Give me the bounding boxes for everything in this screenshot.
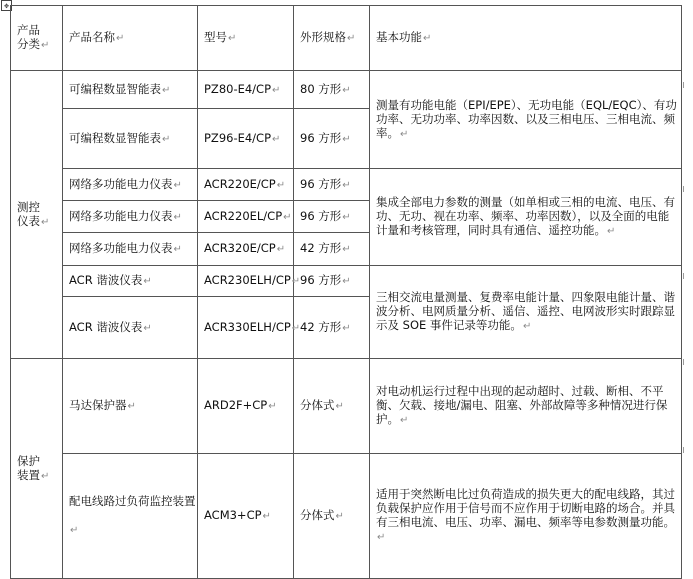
cell-end-mark: ↵ xyxy=(272,133,281,145)
model-cell[interactable] xyxy=(198,359,294,454)
function-text: 集成全部电力参数的测量（如单相或三相的电流、电压、有功、无功、视在功率、频率、功率因数），以及全面的电能计量和考核管理，同时具有通信、遥控功能。 xyxy=(376,195,675,237)
cell-end-mark: ↵ xyxy=(522,321,532,332)
spec-cell[interactable] xyxy=(294,169,370,201)
spec-value: 96 方形 xyxy=(300,208,342,223)
product-name-cell[interactable] xyxy=(63,359,198,454)
cell-end-mark: ↵ xyxy=(342,276,351,287)
cell-end-mark: ↵ xyxy=(228,33,237,44)
function-cell[interactable] xyxy=(370,71,682,169)
header-function: 基本功能 xyxy=(376,30,422,44)
spec-value: 80 方形 xyxy=(300,81,342,96)
header-category-cell[interactable] xyxy=(11,6,63,71)
row-end-marker xyxy=(683,359,684,365)
table-row xyxy=(11,359,682,454)
category-cell-measure[interactable] xyxy=(11,71,63,359)
cell-end-mark: ↵ xyxy=(291,276,301,287)
function-text: 适用于突然断电比过负荷造成的损失更大的配电线路，其过负载保护应作用于信号而不应作用于切断电路的场合。并具有三相电流、电压、功率、漏电、频率等电参数测量功能。 xyxy=(376,487,675,529)
header-name: 产品名称 xyxy=(69,30,115,44)
model-number: ACR220EL/CP xyxy=(204,208,283,223)
spec-value: 分体式 xyxy=(300,508,335,522)
product-name: 网络多功能电力仪表 xyxy=(69,176,173,191)
product-name-cell[interactable] xyxy=(63,266,198,297)
model-cell[interactable] xyxy=(198,233,294,266)
spec-cell[interactable] xyxy=(291,266,370,297)
cell-end-mark: ↵ xyxy=(342,322,351,334)
cell-end-mark: ↵ xyxy=(342,179,351,191)
cell-end-mark: ↵ xyxy=(116,33,125,44)
product-name: 配电线路过负荷监控装置 xyxy=(69,494,196,508)
row-end-marker xyxy=(683,186,684,192)
table-row xyxy=(11,454,682,579)
model-number: ACR220E/CP xyxy=(204,176,276,191)
function-cell[interactable] xyxy=(370,359,682,454)
product-name: 可编程数显智能表 xyxy=(69,81,161,96)
cell-end-mark: ↵ xyxy=(347,33,356,44)
cell-end-mark: ↵ xyxy=(291,322,301,334)
product-name-cell[interactable] xyxy=(63,297,198,359)
model-number: ACR320E/CP xyxy=(204,241,276,255)
cell-end-mark: ↵ xyxy=(41,470,50,482)
row-end-marker xyxy=(683,447,684,453)
product-name: 网络多功能电力仪表 xyxy=(69,208,173,223)
cell-end-mark: ↵ xyxy=(173,211,182,223)
cell-end-mark: ↵ xyxy=(283,211,292,223)
row-end-marker xyxy=(683,273,684,279)
model-number: PZ96-E4/CP xyxy=(204,130,272,145)
spec-cell[interactable] xyxy=(294,201,370,233)
cell-end-mark: ↵ xyxy=(162,133,171,145)
spec-value: 42 方形 xyxy=(300,319,342,334)
cell-end-mark: ↵ xyxy=(173,179,182,191)
product-name-cell[interactable] xyxy=(63,109,198,169)
spec-value: 96 方形 xyxy=(300,273,342,287)
cell-end-mark: ↵ xyxy=(423,33,432,44)
cell-end-mark: ↵ xyxy=(342,133,351,145)
cell-end-mark: ↵ xyxy=(342,84,351,96)
cell-end-mark: ↵ xyxy=(335,401,344,412)
product-table xyxy=(10,5,682,579)
product-name: ACR 谐波仪表 xyxy=(69,319,143,334)
table-row xyxy=(11,169,682,201)
function-cell[interactable] xyxy=(370,169,682,266)
model-cell[interactable] xyxy=(198,71,294,109)
product-name: 网络多功能电力仪表 xyxy=(69,241,173,255)
cell-end-mark: ↵ xyxy=(272,84,281,96)
table-header-row xyxy=(11,6,682,71)
header-spec: 外形规格 xyxy=(300,30,346,44)
cell-end-mark: ↵ xyxy=(400,415,409,426)
cell-end-mark: ↵ xyxy=(127,401,136,412)
function-cell[interactable] xyxy=(370,454,682,579)
row-end-marker xyxy=(683,82,684,88)
table-row xyxy=(11,266,682,297)
model-cell[interactable] xyxy=(198,169,294,201)
spec-value: 96 方形 xyxy=(300,176,342,191)
model-number: ARD2F+CP xyxy=(204,398,268,412)
header-spec-cell[interactable] xyxy=(294,6,370,71)
table-move-handle-icon[interactable]: ✥ xyxy=(1,0,12,11)
function-text: 测量有功能电能（EPI/EPE）、无功电能（EQL/EQC）、有功功率、无功功率、功率因数、以及三相电压、三相电流、频率。 xyxy=(376,97,677,140)
model-number: ACR330ELH/CP xyxy=(204,319,291,334)
model-number: ACR230ELH/CP xyxy=(204,273,291,287)
spec-cell[interactable] xyxy=(294,359,370,454)
cell-end-mark: ↵ xyxy=(276,244,286,255)
model-number: PZ80-E4/CP xyxy=(204,81,272,96)
model-cell[interactable] xyxy=(198,454,294,579)
model-cell[interactable] xyxy=(198,201,294,233)
cell-end-mark: ↵ xyxy=(41,216,50,228)
header-model-cell[interactable] xyxy=(198,6,294,71)
spec-cell[interactable] xyxy=(294,71,370,109)
spec-cell[interactable] xyxy=(294,233,370,266)
cell-end-mark: ↵ xyxy=(41,40,50,51)
product-name-cell[interactable] xyxy=(63,454,198,579)
product-name-cell[interactable] xyxy=(63,201,198,233)
product-name-cell[interactable] xyxy=(63,169,198,201)
cell-end-mark: ↵ xyxy=(607,226,616,237)
spec-value: 42 方形 xyxy=(300,241,342,255)
function-text: 对电动机运行过程中出现的起动超时、过载、断相、不平衡、欠载、接地/漏电、阻塞、外部故障等多种情况进行保护。 xyxy=(376,384,668,426)
cell-end-mark: ↵ xyxy=(276,179,286,191)
category-measure: 测控 仪表 xyxy=(17,199,40,228)
function-text: 三相交流电量测量、复费率电能计量、四象限电能计量、谐波分析、电网质量分析、遥信、遥控、电网波形实时跟踪显示及 SOE 事件记录等功能。 xyxy=(376,290,675,332)
header-category: 产品 分类 xyxy=(17,23,40,51)
cell-end-mark: ↵ xyxy=(377,532,386,543)
model-cell[interactable] xyxy=(198,297,301,359)
cell-end-mark: ↵ xyxy=(162,84,171,96)
cell-end-mark: ↵ xyxy=(70,525,79,536)
cell-end-mark: ↵ xyxy=(143,276,152,287)
product-name-cell[interactable] xyxy=(63,233,198,266)
table-row xyxy=(11,71,682,109)
category-cell-protect[interactable] xyxy=(11,359,63,579)
spec-cell[interactable] xyxy=(294,109,370,169)
product-name: 马达保护器 xyxy=(69,398,127,412)
spec-value: 96 方形 xyxy=(300,130,342,145)
cell-end-mark: ↵ xyxy=(268,401,277,412)
spec-cell[interactable] xyxy=(291,297,370,359)
model-cell[interactable] xyxy=(198,266,301,297)
function-cell[interactable] xyxy=(370,266,682,359)
cell-end-mark: ↵ xyxy=(143,322,152,334)
model-cell[interactable] xyxy=(198,109,294,169)
header-function-cell[interactable] xyxy=(370,6,682,71)
cell-end-mark: ↵ xyxy=(335,511,344,522)
cell-end-mark: ↵ xyxy=(342,211,351,223)
spec-cell[interactable] xyxy=(294,454,370,579)
product-name: ACR 谐波仪表 xyxy=(69,273,143,287)
header-model: 型号 xyxy=(204,30,227,44)
model-number: ACM3+CP xyxy=(204,508,262,522)
cell-end-mark: ↵ xyxy=(262,511,271,522)
cell-end-mark: ↵ xyxy=(342,244,351,255)
category-protect: 保护 装置 xyxy=(17,453,40,482)
product-name-cell[interactable] xyxy=(63,71,198,109)
spec-value: 分体式 xyxy=(300,398,335,412)
product-name: 可编程数显智能表 xyxy=(69,130,161,145)
cell-end-mark: ↵ xyxy=(400,128,409,140)
cell-end-mark: ↵ xyxy=(173,244,182,255)
header-name-cell[interactable] xyxy=(63,6,198,71)
